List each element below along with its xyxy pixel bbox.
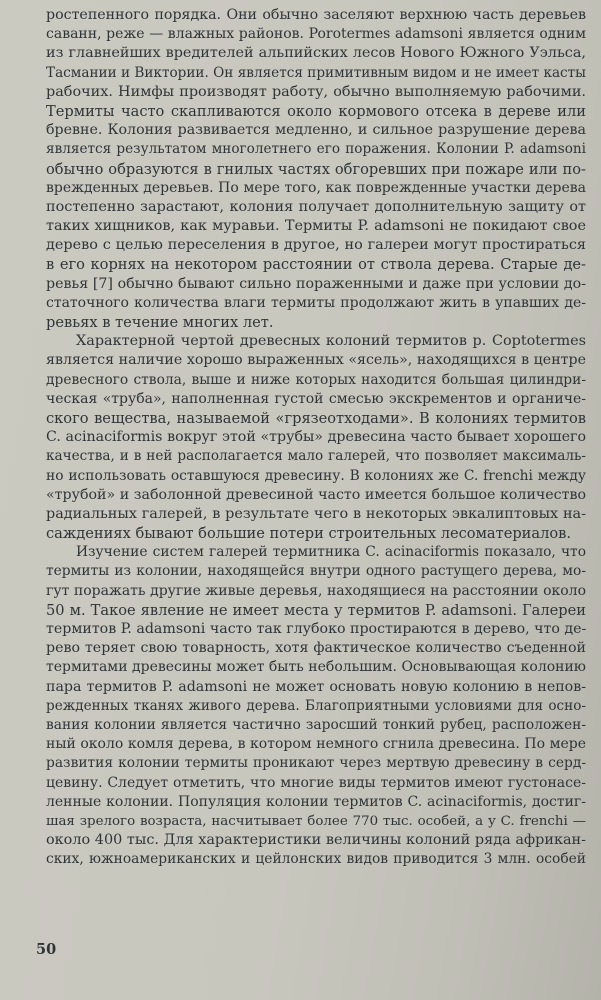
text-line: Термиты часто скапливаются около кормового отсека в дереве или (46, 102, 586, 120)
text-line: бревне. Колония развивается медленно, и сильное разрушение дерева (46, 122, 586, 139)
text-line: дерево с целью переселения в другое, но галереи могут простираться (46, 237, 586, 254)
text-line: качества, и в ней располагается мало галерей, что позволяет максималь- (46, 448, 586, 465)
text-line: около 400 тыс. Для характеристики величины колоний ряда африкан- (46, 832, 586, 849)
text-line: врежденных деревьев. По мере того, как поврежденные участки дерева (46, 179, 586, 196)
text-line: таких хищников, как муравьи. Термиты P. adamsoni не покидают свое (46, 218, 586, 235)
text-line: «трубой» и заболонной древесиной часто имеется большое количество (46, 486, 586, 503)
text-line: радиальных галерей, в результате чего в некоторых эвкалиптовых на- (46, 505, 586, 522)
text-line: ревьях в течение многих лет. (46, 314, 274, 331)
text-line: цевину. Следует отметить, что многие виды термитов имеют густонасе- (46, 774, 586, 791)
text-line: ростепенного порядка. Они обычно заселяют верхнюю часть деревьев (46, 7, 586, 23)
text-line: рево теряет свою товарность, хотя фактическое количество съеденной (46, 640, 586, 657)
text-line: статочного количества влаги термиты продолжают жить в упавших де- (46, 294, 586, 311)
text-line: но использовать оставшуюся древесину. В колониях же C. frenchi между (46, 467, 586, 484)
text-line: гут поражать другие живые деревья, находящиеся на расстоянии около (46, 582, 586, 599)
text-line: ленные колонии. Популяция колонии термитов C. acinaciformis, достиг- (46, 793, 586, 810)
text-line: вания колонии является частично заросший тонкий рубец, расположен- (46, 716, 586, 733)
text-line: термитами древесины может быть небольшим. Основывающая колонию (46, 659, 586, 676)
text-line: C. acinaciformis вокруг этой «трубы» древесина часто бывает хорошего (46, 429, 586, 446)
text-line: ревья [7] обычно бывают сильно пораженными и даже при условии до- (46, 275, 586, 292)
text-line: является результатом многолетнего его поражения. Колонии P. adamsoni (46, 141, 586, 158)
text-line: Изучение систем галерей термитника C. acinaciformis показало, что (76, 544, 586, 561)
text-line: ный около комля дерева, в котором немного сгнила древесина. По мере (46, 736, 586, 753)
text-line: режденных тканях живого дерева. Благоприятными условиями для осно- (46, 697, 586, 714)
text-line: саждениях бывают большие потери строительных лесоматериалов. (46, 525, 572, 543)
text-line: из главнейших вредителей альпийских лесов Нового Южного Уэльса, (46, 45, 586, 62)
text-line: древесного ствола, выше и ниже которых находится большая цилиндри- (46, 371, 586, 388)
body-text (46, 6, 586, 869)
text-line: термиты из колонии, находящейся внутри одного растущего дерева, мо- (46, 563, 586, 580)
text-line: Характерной чертой древесных колоний термитов р. Coptotermes (76, 333, 586, 350)
text-line: является наличие хорошо выраженных «ясель», находящихся в центре (46, 352, 586, 369)
text-line: ческая «труба», наполненная густой смесью экскрементов и органиче- (46, 390, 586, 407)
text-line: обычно образуются в гнилых частях обгоревших при пожаре или по- (46, 160, 586, 178)
text-line: термитов P. adamsoni часто так глубоко простираются в дерево, что де- (46, 621, 586, 637)
text-line: развития колонии термиты проникают через мертвую древесину в серд- (46, 755, 586, 772)
text-line: Тасмании и Виктории. Он является примитивным видом и не имеет касты (46, 64, 586, 81)
text-line: постепенно зарастают, колония получает дополнительную защиту от (46, 198, 586, 215)
text-line: пара термитов P. adamsoni не может основать новую колонию в непов- (46, 678, 586, 695)
text-line: саванн, реже — влажных районов. Porotermes adamsoni является одним (46, 26, 586, 43)
text-line: ского вещества, называемой «грязеотходами». В колониях термитов (46, 409, 586, 427)
text-line: ских, южноамериканских и цейлонских видов приводится 3 млн. особей (46, 851, 586, 868)
text-line: рабочих. Нимфы производят работу, обычно выполняемую рабочими. (46, 83, 586, 100)
page-number: 50 (36, 941, 57, 958)
text-line: 50 м. Такое явление не имеет места у термитов P. adamsoni. Галереи (46, 601, 586, 619)
text-line: в его корнях на некотором расстоянии от ствола дерева. Старые де- (46, 256, 586, 274)
text-line: шая зрелого возраста, насчитывает более 770 тыс. особей, а у C. frenchi — (46, 813, 586, 829)
